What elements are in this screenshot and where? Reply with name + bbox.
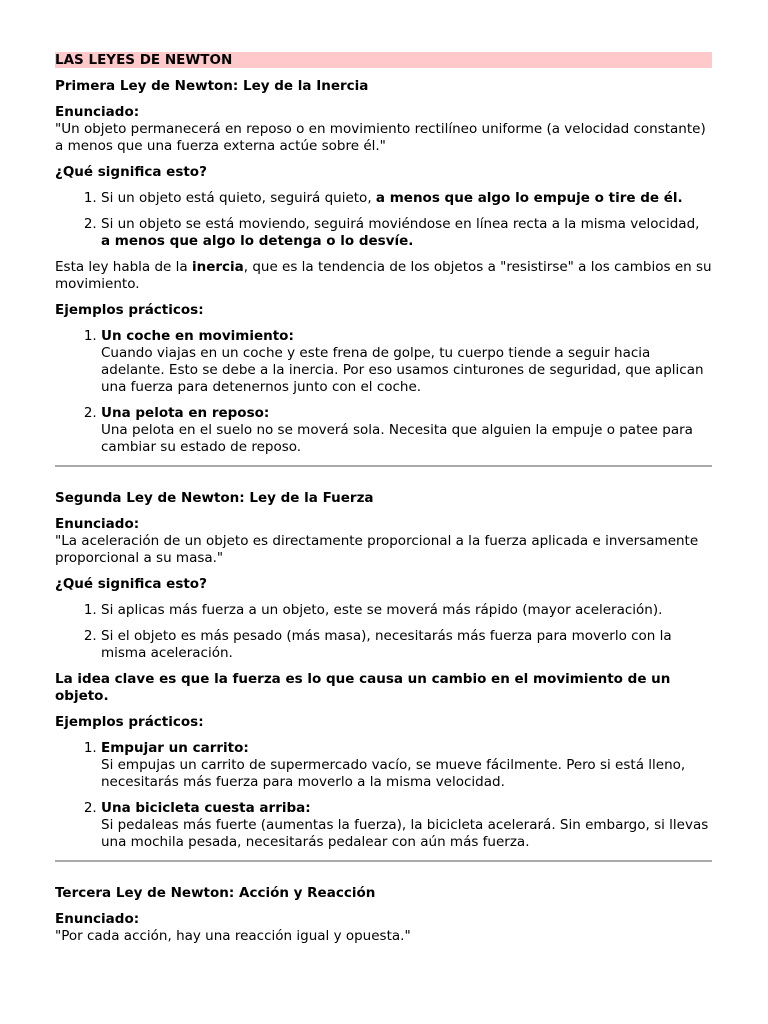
law3-enunciado-text: "Por cada acción, hay una reacción igual y opuesta." (55, 928, 411, 944)
law2-examples-list (55, 740, 712, 851)
law1-examples-label: Ejemplos prácticos: (55, 302, 204, 318)
example-item (101, 800, 712, 851)
law1-enunciado-text: "Un objeto permanecerá en reposo o en movimiento rectilíneo uniforme (a velocidad constante) a menos que una fuerza externa actúe sobre él." (55, 121, 706, 154)
list-item-text: Si aplicas más fuerza a un objeto, este se moverá más rápido (mayor aceleración). (101, 602, 663, 618)
example-title: 1. Empujar un carrito: (101, 740, 249, 756)
law2-enunciado (55, 516, 712, 567)
law2-key-idea: La idea clave es que la fuerza es lo que causa un cambio en el movimiento de un objeto. (55, 671, 671, 704)
example-item (101, 328, 712, 396)
law1-examples-list (55, 328, 712, 456)
list-item-emphasis: a menos que algo lo empuje o tire de él. (375, 190, 683, 206)
example-title: 1. Un coche en movimiento: (101, 328, 294, 344)
law2-enunciado-label: Enunciado: (55, 516, 140, 532)
law2-examples-label: Ejemplos prácticos: (55, 714, 204, 730)
explanation-emphasis: inercia (191, 259, 244, 275)
law3-enunciado (55, 911, 712, 945)
explanation-text: Esta ley habla de la (55, 259, 192, 275)
explanation-text: , que es la tendencia de los objetos a "resistirse" a los cambios en su movimiento. (55, 259, 712, 292)
section-divider (55, 465, 712, 467)
law2-meaning-list (55, 602, 712, 662)
law3-enunciado-label: Enunciado: (55, 911, 140, 927)
example-text: Si pedaleas más fuerte (aumentas la fuerza), la bicicleta acelerará. Sin embargo, si llevas una mochila pesada, necesitarás pedalear con aún más fuerza. (101, 817, 709, 850)
list-item (101, 602, 712, 619)
list-item (101, 190, 712, 207)
law3-heading: Tercera Ley de Newton: Acción y Reacción (55, 885, 376, 901)
document-title: LAS LEYES DE NEWTON (55, 52, 712, 68)
example-item (101, 740, 712, 791)
law1-section (55, 78, 712, 456)
law2-heading: Segunda Ley de Newton: Ley de la Fuerza (55, 490, 374, 506)
list-item (101, 628, 712, 662)
example-title: 2. Una pelota en reposo: (101, 405, 270, 421)
law2-enunciado-text: "La aceleración de un objeto es directamente proporcional a la fuerza aplicada e inversamente proporcional a su masa." (55, 533, 699, 566)
example-text: Una pelota en el suelo no se moverá sola. Necesita que alguien la empuje o patee para cambiar su estado de reposo. (101, 422, 693, 455)
list-item-emphasis: a menos que algo lo detenga o lo desvíe. (101, 233, 414, 249)
law1-enunciado (55, 104, 712, 155)
law1-heading: Primera Ley de Newton: Ley de la Inercia (55, 78, 369, 94)
example-item (101, 405, 712, 456)
list-item (101, 216, 712, 250)
law2-section (55, 490, 712, 851)
example-text: Cuando viajas en un coche y este frena de golpe, tu cuerpo tiende a seguir hacia adelante. Esto se debe a la inercia. Por eso usamos cinturones de seguridad, que aplican una fuerza para detenernos junto con el coche. (101, 345, 704, 395)
law1-enunciado-label: Enunciado: (55, 104, 140, 120)
example-title: 2. Una bicicleta cuesta arriba: (101, 800, 311, 816)
list-item-text: Si el objeto es más pesado (más masa), necesitarás más fuerza para moverlo con la misma aceleración. (101, 628, 672, 661)
law2-meaning-label: ¿Qué significa esto? (55, 576, 207, 592)
law1-meaning-label: ¿Qué significa esto? (55, 164, 207, 180)
law1-explanation (55, 259, 712, 293)
list-item-text: Si un objeto se está moviendo, seguirá moviéndose en línea recta a la misma velocidad, (101, 216, 700, 232)
section-divider (55, 860, 712, 862)
law3-section (55, 885, 712, 945)
law1-meaning-list (55, 190, 712, 250)
example-text: Si empujas un carrito de supermercado vacío, se mueve fácilmente. Pero si está lleno, necesitarás más fuerza para moverlo a la misma velocidad. (101, 757, 686, 790)
list-item-text: Si un objeto está quieto, seguirá quieto, (101, 190, 376, 206)
